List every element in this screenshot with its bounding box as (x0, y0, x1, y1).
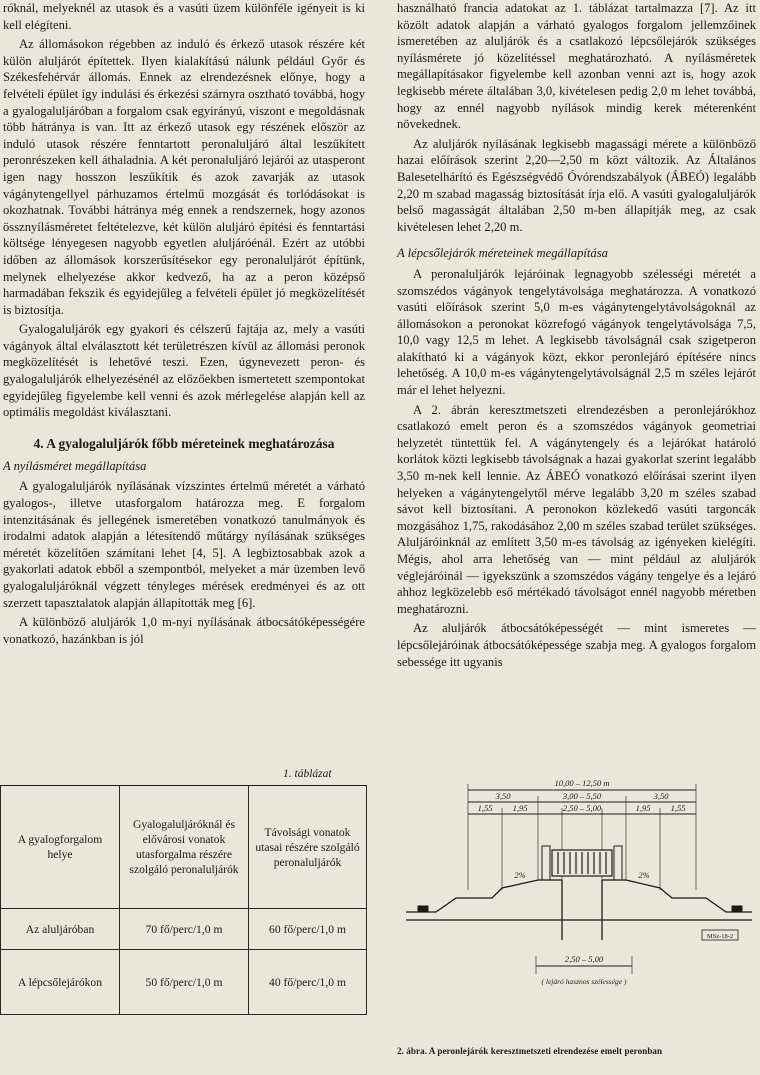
table-row (1, 950, 367, 1015)
platform-outline (406, 880, 562, 912)
dim-c: 2,50 – 5,00 (562, 803, 602, 813)
railing (542, 846, 550, 880)
table-header-row (1, 786, 367, 909)
platform-outline (602, 880, 752, 912)
table-cell: Az aluljáróban (1, 909, 120, 950)
dim-right: 3,50 (653, 791, 669, 801)
table-header: A gyalogforgalom helye (1, 786, 120, 909)
svg-text:MSz-18-2: MSz-18-2 (706, 933, 734, 940)
figure-bottom-label: ( lejáró hasznos szélessége ) (541, 977, 627, 986)
slope-left: 2% (514, 870, 526, 880)
paragraph: róknál, melyeknél az utasok és a vasúti üzem különféle igényeit is ki kell elégíteni. (3, 1, 365, 32)
dim-left: 3,50 (495, 791, 511, 801)
dim-a: 1,55 (477, 803, 493, 813)
cross-section-figure (396, 770, 758, 1035)
dim-total: 10,00 – 12,50 m (554, 778, 610, 788)
slope-right: 2% (638, 870, 650, 880)
dim-e: 1,55 (670, 803, 686, 813)
figure-caption: 2. ábra. A peronlejárók keresztmetszeti elrendezése emelt peronban (397, 1046, 663, 1056)
paragraph: A különböző aluljárók 1,0 m-nyi nyílásának átbocsátóképességére vonatkozó, hazánkban is jól (3, 615, 365, 646)
dim-bottom: 2,50 – 5,00 (564, 954, 604, 964)
capacity-table (0, 785, 367, 1015)
dim-b: 1,95 (512, 803, 528, 813)
table-caption: 1. táblázat (283, 768, 332, 780)
dim-d: 1,95 (635, 803, 651, 813)
table-cell: 60 fő/perc/1,0 m (249, 909, 367, 950)
paragraph: Az állomásokon régebben az induló és érkező utasok részére két külön aluljárót építettek. Ilyen kialakítású nálunk például Győr és Székesfehérvár állomás. Ennek az elrendezésnek előnye, hogy a felvételi épület így indulási és érkezési szárnyra osztható továbbá, hogy a gyalogaluljáróban a forgalom csak egyirányú, viszont e megoldásnak több hátránya is van. Itt az érkező utasok egy részének először az induló utasok részére fenntartott peronaluljáró által leszűkített peronrészeken kell áthaladnia. A két peronaluljáró lejárói az utasperont igen nagy hosszon leszűkítik és azok zavarják az utasok vágánytengellyel párhuzamos értelmű mozgását és torlódásokat is okozhatnak. További hátránya még ennek a rendszernek, hogy azonos össznyílásméretet feltételezve, két külön aluljáró építési és fenntartási költsége lényegesen nagyobb egyetlen aluljáróénál. Ezért az utóbbi időben az állomások korszerűsítésekor egy peronaluljárót építünk, melynek elhelyezése akkor kedvező, ha az a peron középső harmadában fekszik és egyidejűleg a felvételi épület jó megközelítését is biztosítja. (3, 37, 365, 317)
table-cell: 50 fő/perc/1,0 m (120, 950, 249, 1015)
paragraph: Az aluljárók átbocsátóképességét — mint ismeretes — lépcsőlejáróinak átbocsátóképessége szabja meg. A gyalogos forgalom sebessége itt ugyanis (397, 621, 756, 669)
stair-block (552, 850, 612, 876)
section-heading: 4. A gyalogaluljárók főbb méreteinek meghatározása (33, 435, 335, 451)
paragraph: A 2. ábrán keresztmetszeti elrendezésben a peronlejárókhoz csatlakozó emelt peron és a szomszédos vágányok geometriai helyzetét tüntettük fel. A vágánytengely és a lejárókat határoló korlátok közti legkisebb távolságnak a hazai gyakorlat szerint legalább 3,50 m-nek kell lennie. Az ÁBEÓ vonatkozó előírásai szerint ilyen helyeken a vágánytengelytől mérve legalább 3,20 m széles szabad sávot kell biztosítani. A peronokon közlekedő vasúti targoncák mozgásához 1,75, rakodásához 2,00 m széles szabad terület szükséges. Aluljáróinknál az említett 3,50 m-es távolság az igényeken kielégíti. Mégis, ahol arra lehetőség van — mint például az aluljárók véglejáróinál — igyekszünk a szomszédos vágány tengelye és a lejáró ahhoz legközelebb eső mértékadó távolságot ennél nagyobb méretben meghatározni. (397, 402, 756, 616)
table-cell: 70 fő/perc/1,0 m (120, 909, 249, 950)
railing (614, 846, 622, 880)
paragraph: használható francia adatokat az 1. táblázat tartalmazza [7]. Az itt közölt adatok alapján a várható gyalogos forgalom jellemzőinek ismeretében az aluljárók és a csatlakozó lépcsőlejárók szükséges nyílásmérete jó közelítéssel meghatározható. A nyílásméretek megállapításakor figyelembe kell azonban venni azt is, hogy azok legkisebb mérete általában 3,0, kivételesen pedig 2,0 m lehet továbbá, hogy az ennél nagyobb nyílások mindig kerek méterenként növekednek. (397, 1, 756, 132)
table-cell: 40 fő/perc/1,0 m (249, 950, 367, 1015)
figure-tag (702, 930, 738, 940)
left-column (3, 0, 365, 647)
paragraph: A peronaluljárók lejáróinak legnagyobb szélességi méretét a szomszédos vágányok tengelytávolsága meghatározza. A vonatkozó vasúti előírások szerint 5,0 m-es vágánytengelytávolságoknál az állomásokon a peronokat közrefogó vágányok tengelytávolsága 7,5, 10,0 vagy 12,5 m lehet. A legkisebb távolságnál csak szigetperon alakítható ki a vágányok közt, ekkor peronlejáró építésére nincs lehetőség. A 10,0 m-es vágánytengelytávolságnál 2,5 m széles lejárót már el lehet helyezni. (397, 266, 756, 398)
subheading: A nyílásméret megállapítása (3, 458, 147, 473)
subheading: A lépcsőlejárók méreteinek megállapítása (397, 246, 608, 261)
paragraph: Az aluljárók nyílásának legkisebb magassági mérete a különböző hazai előírások szerint 2,20—2,50 m közt változik. Az Általános Balesetelhárító és Egészségvédő Óvórendszabályok (ÁBEÓ) legalább 2,20 m szabad magasság biztosítását írja elő. A vasúti gyalogaluljárók belső magasságát általában 2,50 m-ben állapítják meg, az csak kivételesen lehet 2,20 m. (397, 136, 756, 234)
table-row (1, 909, 367, 950)
paragraph: A gyalogaluljárók nyílásának vízszintes értelmű méretét a várható gyalogos-, illetve utasforgalom határozza meg. E forgalom intenzitásának és jellegének ismeretében vonatkozó tanulmányok és irodalmi adatok alapján a létesítendő műtárgy nyílásának szükséges méretét közelítően számítani lehet [4, 5]. A legbiztosabbak azok a gyakorlati adatok ebből a szempontból, melyeket a már üzemben levő gyalogaluljáróknál végzett tényleges mérések eredményei és az ott szerzett tapasztalatok alapján állapították meg [6]. (3, 479, 365, 610)
rail (732, 906, 742, 911)
table-header: Gyalogaluljáróknál és elővárosi vonatok utasforgalma részére szolgáló peronaluljárók (120, 786, 249, 909)
dim-middle: 3,00 – 5,50 (562, 791, 602, 801)
table-header: Távolsági vonatok utasai részére szolgáló peronaluljárók (249, 786, 367, 909)
rail (418, 906, 428, 911)
right-column (397, 0, 756, 670)
paragraph: Gyalogaluljárók egy gyakori és célszerű fajtája az, mely a vasúti vágányok által elválasztott két területrészen kívül az állomási peronok megközelítését is lehetővé teszi. Ezen, úgynevezett peron- és gyalogaluljárók elhelyezésénél az előzőekben ismertetett szempontokat egyidejűleg figyelembe kell venni és azok mérlegelése alapján kell az optimális megoldást kiválasztani. (3, 322, 365, 420)
table-cell: A lépcsőlejárókon (1, 950, 120, 1015)
